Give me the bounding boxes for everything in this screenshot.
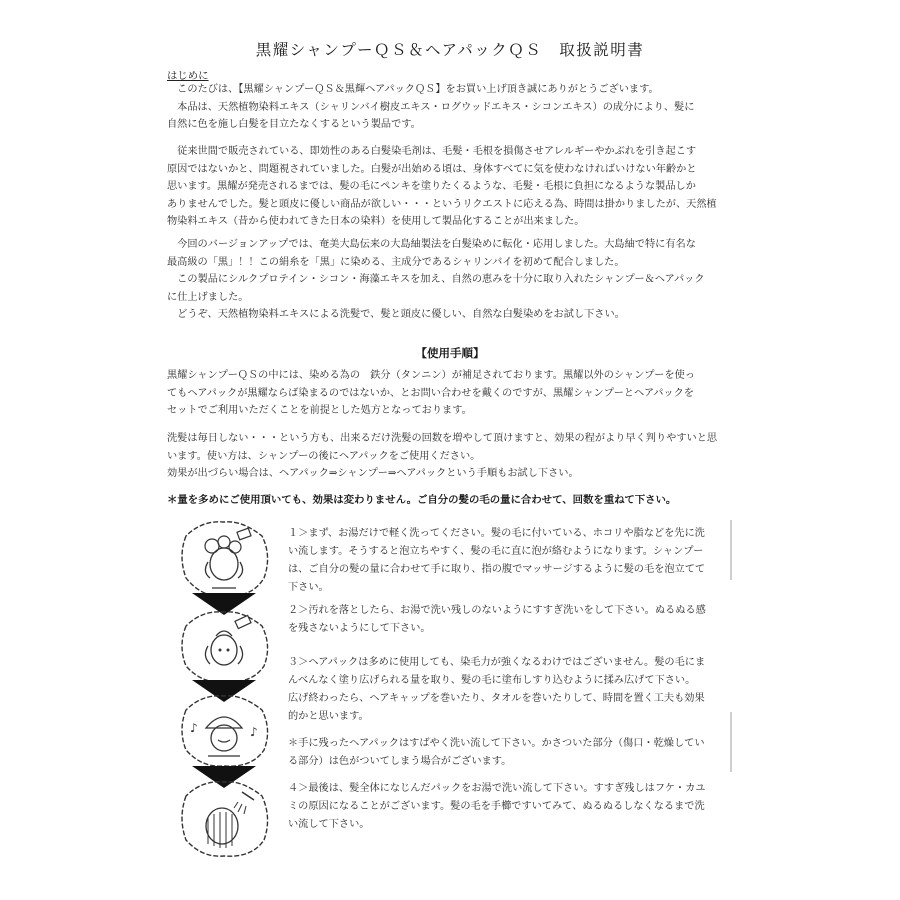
volume-note: ＊量を多めにご使用頂いても、効果は変わりません。ご自分の髪の毛の量に合わせて、回数を重ねて下さい。 — [167, 494, 677, 506]
step-1-text: １＞まず、お湯だけで軽く洗ってください。髪の毛に付いている、ホコリや脂などを先に洗 い流します。そうすると泡立ちやすく、髪の毛に直に泡が絡むようになります。シャンプー は、ご自分の髪の量に合わせて手に取り、指の腹でマッサージするように髪の毛を泡立てて 下さい。 — [288, 528, 706, 593]
step-2-text: ２＞汚れを落としたら、お湯で洗い残しのないようにすすぎ洗いをして下さい。ぬるぬる感 を残さないようにして下さい。 — [288, 605, 706, 634]
svg-text:♪: ♪ — [250, 725, 258, 739]
scan-edge-mark — [730, 712, 732, 772]
rinse-illustration — [172, 606, 276, 688]
shower-rinse-illustration — [172, 778, 276, 862]
svg-text:♪: ♪ — [190, 721, 198, 735]
step-4-text: ４＞最後は、髪全体になじんだパックをお湯で洗い流して下さい。すすぎ残しはフケ・カユ ミの原因になることがございます。髪の毛を手櫛ですいてみて、ぬるぬるしなくなるまで洗 い流して下さい。 — [288, 783, 706, 830]
intro-heading: はじめに — [167, 70, 209, 82]
usage-heading: 【使用手順】 — [415, 346, 485, 360]
hand-rinse-note: ＊手に残ったヘアパックはすばやく洗い流して下さい。かさついた部分（傷口・乾燥してい る部分）は色がついてしまう場合がございます。 — [288, 738, 705, 767]
intro-paragraph-2: 従来世間で販売されている、即効性のある白髪染毛剤は、毛髪・毛根を損傷させアレルギーやかぶれを引き起こす 原因ではないかと、問題視されていました。白髪が出始める頃は、身体すべてに気を使わなければいけない年齢かと 思います。黒耀が発売されるまでは、髪の毛にペンキを塗りたくるような、毛髪・毛根に負担になるような製品しか ありませんでした。髪と頭皮に優しい商品が欲しい・・・というリクエストに応える為、時間は掛かりましたが、天然植 物染料エキス（昔から使われてきた日本の染料）を使用して製品化することが出来ました。 — [167, 146, 717, 228]
scan-edge-mark — [730, 520, 732, 580]
intro-paragraph-1: このたびは、【黒耀シャンプーＱＳ＆黒輝ヘアパックＱＳ】をお買い上げ頂き誠にありがとうございます。 本品は、天然植物染料エキス（シャリンバイ樹皮エキス・ログウッドエキス・シコンエキス）の成分により、髪に 自然に色を施し白髪を目立たなくするという製品です。 — [167, 84, 695, 131]
step-3-text: ３＞ヘアパックは多めに使用しても、染毛力が強くなるわけではございません。髪の毛にま んべんなく塗り広げられる量を取り、髪の毛に塗布しすり込むように揉み広げて下さい。 広げ終わったら、ヘアキャップを巻いたり、タオルを巻いたりして、時間を置く工夫も効果 的かと思います。 — [288, 657, 706, 722]
shampoo-lather-illustration — [172, 516, 276, 602]
page-title: 黒耀シャンプーＱＳ＆ヘアパックＱＳ 取扱説明書 — [255, 41, 645, 59]
hair-cap-illustration — [172, 692, 276, 772]
usage-paragraph-2: 洗髪は毎日しない・・・という方も、出来るだけ洗髪の回数を増やして頂けますと、効果の程がより早く判りやすいと思 います。使い方は、シャンプーの後にヘアパックをご使用ください。 効果が出づらい場合は、ヘアパック⇒シャンプー⇒ヘアパックという手順もお試し下さい。 — [167, 433, 718, 480]
intro-paragraph-3: 今回のバージョンアップでは、奄美大島伝来の大島紬製法を白髪染めに転化・応用しました。大島紬で特に有名な 最高級の「黒」！！この絹糸を「黒」に染める、主成分であるシャリンバイを初めて配合しました。 この製品にシルクプロテイン・シコン・海藻エキスを加え、自然の恵みを十分に取り入れたシャンプー＆ヘアパック に仕上げました。 どうぞ、天然植物染料エキスによる洗髪で、髪と頭皮に優しい、自然な白髪染めをお試し下さい。 — [167, 239, 705, 321]
usage-paragraph-1: 黒耀シャンプーＱＳの中には、染める為の 鉄分（タンニン）が補足されております。黒耀以外のシャンプーを使っ てもヘアパックが黒耀ならば染まるのではないか、とお問い合わせを戴くのですが、黒耀シャンプーとヘアパックを セットでご利用いただくことを前提とした処方となっております。 — [167, 370, 695, 417]
